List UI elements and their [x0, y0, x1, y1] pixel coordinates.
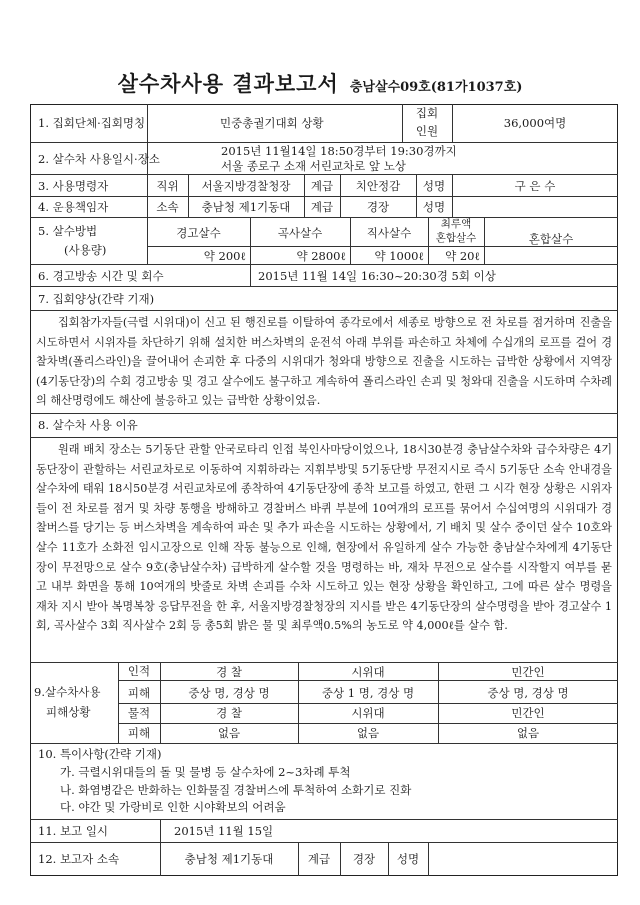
commander-grade: 치안정감 — [355, 179, 401, 193]
row7-label: 7. 집회양상(간략 기재) — [38, 292, 155, 306]
material-damage-label: 피해 — [127, 726, 151, 740]
reporter-dept: 충남청 제1기동대 — [184, 852, 274, 866]
row9-label: 9.살수차사용 — [34, 685, 101, 699]
police-human-damage: 중상 명, 경상 명 — [188, 686, 270, 700]
row-divider — [30, 437, 618, 438]
grade-label: 계급 — [310, 179, 334, 193]
row-divider — [118, 723, 618, 724]
commander-position: 서울지방경찰청장 — [201, 179, 291, 193]
method-header: 곡사살수 — [277, 226, 323, 240]
method-header: 최루액 — [440, 218, 472, 230]
usage-warning: 약 200ℓ — [203, 249, 246, 263]
grade-label: 계급 — [310, 200, 334, 214]
col-civilians: 민간인 — [511, 665, 545, 679]
col-protesters: 시위대 — [351, 706, 385, 720]
row1-label: 1. 집회단체·집회명칭 — [38, 116, 146, 130]
col-civilians: 민간인 — [511, 706, 545, 720]
vehicle-code: 충남살수09호(81가1037호) — [349, 80, 523, 95]
method-header: 혼합살수 — [528, 232, 574, 246]
people-label: 인원 — [415, 124, 439, 138]
column-divider — [160, 819, 161, 842]
protester-material-damage: 없음 — [356, 726, 380, 740]
row5-label: 5. 살수방법 — [38, 224, 98, 238]
row-divider — [30, 142, 618, 143]
use-location: 서울 종로구 소재 서린교차로 앞 노상 — [221, 159, 406, 173]
broadcast-time: 2015년 11월 14일 16:30~20:30경 5회 이상 — [258, 269, 496, 283]
row9-label: 피해상황 — [46, 705, 91, 719]
report-date: 2015년 11월 15일 — [174, 824, 274, 838]
special-note-item: 나. 화염병같은 반화하는 인화물질 경찰버스에 투척하여 소화기로 진화 — [60, 783, 412, 797]
civilian-human-damage: 중상 명, 경상 명 — [487, 686, 569, 700]
reporter-grade: 경장 — [352, 852, 376, 866]
usage-curved: 약 2800ℓ — [296, 249, 346, 263]
row-divider — [118, 680, 618, 681]
police-material-damage: 없음 — [217, 726, 241, 740]
row12-label: 12. 보고자 소속 — [38, 852, 120, 866]
row-divider — [30, 196, 618, 197]
grade-label: 계급 — [307, 852, 331, 866]
gathering-situation-text: 집회참가자들(극렬 시위대)이 신고 된 행진로를 이탈하여 종각로에서 세종로 방향으로 전 차로를 점거하며 진출을 시도하면서 시위자를 차단하기 위해 설치한 버스차벽의 운전석 아래 부위를 파손하고 차체에 수십개의 로프를 걸어 경찰차벽(폴리스라인)을 끌어내어 손괴한 후 다중의 시위대가 청와대 방향으로 진출을 시도하는 급박한 상황에서 지역장(4기동단장)의 수회 경고방송 및 경고 살수에도 불구하고 계속하여 폴리스라인 손괴 및 청와대 진출을 시도하며 수차례의 해산명령에도 해산에 불응하고 있는 급박한 상황이었음. — [36, 316, 612, 408]
row8-label: 8. 살수차 사용 이유 — [38, 418, 138, 432]
row-divider — [30, 310, 618, 311]
operator-dept: 충남청 제1기동대 — [201, 200, 291, 214]
name-label: 성명 — [422, 200, 446, 214]
special-note-item: 다. 야간 및 가랑비로 인한 시야확보의 어려움 — [60, 800, 286, 814]
row3-label: 3. 사용명령자 — [38, 179, 109, 193]
use-datetime: 2015년 11월14일 18:50경부터 19:30경까지 — [221, 144, 457, 158]
col-police: 경 찰 — [216, 665, 242, 679]
name-label: 성명 — [422, 179, 446, 193]
row-divider — [30, 286, 618, 287]
row11-label: 11. 보고 일시 — [38, 824, 109, 838]
usage-reason-text: 원래 배치 장소는 5기동단 관할 안국로타리 인접 북인사마당이었으나, 18시30분경 충남살수차와 급수차량은 4기동단장이 관할하는 서린교차로로 이동하여 지휘하라는 지휘부방및 5기동단방 무전지시로 즉시 5기동단 소속 안내경을 살수차에 태워 18시50분경 서린교차로에 종착하여 4기동단장에 종착 보고를 하였고, 한편 그 시각 현장 상황은 시위자들이 전 차로를 점거 및 차량 통행을 방해하고 경찰버스 바퀴 부분에 10여개의 로프를 묶어서 수십여명의 시위대가 경찰버스를 당기는 등 버스차벽을 계속하여 파손 및 추가 파손을 시도하는 상황에서, 기 배치 및 살수 중이던 살수 10호와 살수 11호가 소화전 임시고장으로 인해 작동 불능으로 인해, 현장에서 유일하게 살수 가능한 충남살수차에게 4기동단장이 무전망으로 살수 9호(충남살수차) 급박하게 살수할 것을 명령하는 바, 재차 무전으로 살수를 시작할지 여부를 묻고 내부 화면을 통해 10여개의 밧줄로 차벽 손괴를 수차 시도하고 있는 현장 상황을 확인하고, 그에 따른 살수 명령을 재차 지시 받아 복명복창 응답무전을 한 후, 서울지방경찰청장의 지시를 받은 4기동단장의 살수명령을 받아 경고살수 1회, 곡사살수 3회 직사살수 2회 등 총5회 밝은 물 및 최루액0.5%의 농도로 약 4,000ℓ를 살수 함. — [36, 443, 612, 633]
usage-tear-mix: 약 20ℓ — [445, 249, 480, 263]
commander-name: 구 은 수 — [514, 179, 556, 193]
rank-label: 직위 — [156, 179, 179, 193]
civilian-material-damage: 없음 — [516, 726, 540, 740]
human-damage-label: 인적 — [127, 664, 151, 678]
protester-human-damage: 중상 1 명, 경상 명 — [321, 686, 415, 700]
method-header: 직사살수 — [366, 226, 412, 240]
col-protesters: 시위대 — [351, 665, 385, 679]
human-damage-label: 피해 — [127, 686, 151, 700]
row-divider — [30, 217, 618, 218]
report-title-block — [0, 68, 640, 98]
row2-label: 2. 살수차 사용일시·장소 — [38, 152, 160, 166]
row-divider — [30, 819, 618, 820]
name-label: 성명 — [396, 852, 420, 866]
usage-direct: 약 1000ℓ — [374, 249, 424, 263]
dept-label: 소속 — [156, 200, 179, 214]
row6-label: 6. 경고방송 시간 및 회수 — [38, 269, 164, 283]
row-divider — [30, 743, 618, 744]
method-header: 혼합살수 — [435, 232, 477, 244]
row-divider — [30, 174, 618, 175]
row5-label: (사용량) — [64, 243, 107, 257]
report-title: 살수차사용 결과보고서 — [117, 71, 339, 96]
row-divider — [30, 264, 618, 265]
row-divider — [118, 703, 618, 704]
gathering-name: 민중총궐기대회 상황 — [220, 116, 324, 130]
column-divider — [250, 264, 251, 286]
special-note-item: 가. 극렬시위대들의 돌 및 물병 등 살수차에 2~3차례 투척 — [60, 765, 351, 779]
col-police: 경 찰 — [216, 706, 242, 720]
column-divider — [428, 842, 429, 876]
row10-label: 10. 특이사항(간략 기재) — [38, 747, 162, 761]
row-divider — [30, 842, 618, 843]
people-label: 집회 — [415, 106, 439, 120]
material-damage-label: 물적 — [127, 706, 151, 720]
people-count: 36,000여명 — [503, 116, 567, 130]
method-header: 경고살수 — [176, 226, 221, 240]
row4-label: 4. 운용책임자 — [38, 200, 109, 214]
operator-grade: 경장 — [366, 200, 390, 214]
row-divider — [30, 413, 618, 414]
